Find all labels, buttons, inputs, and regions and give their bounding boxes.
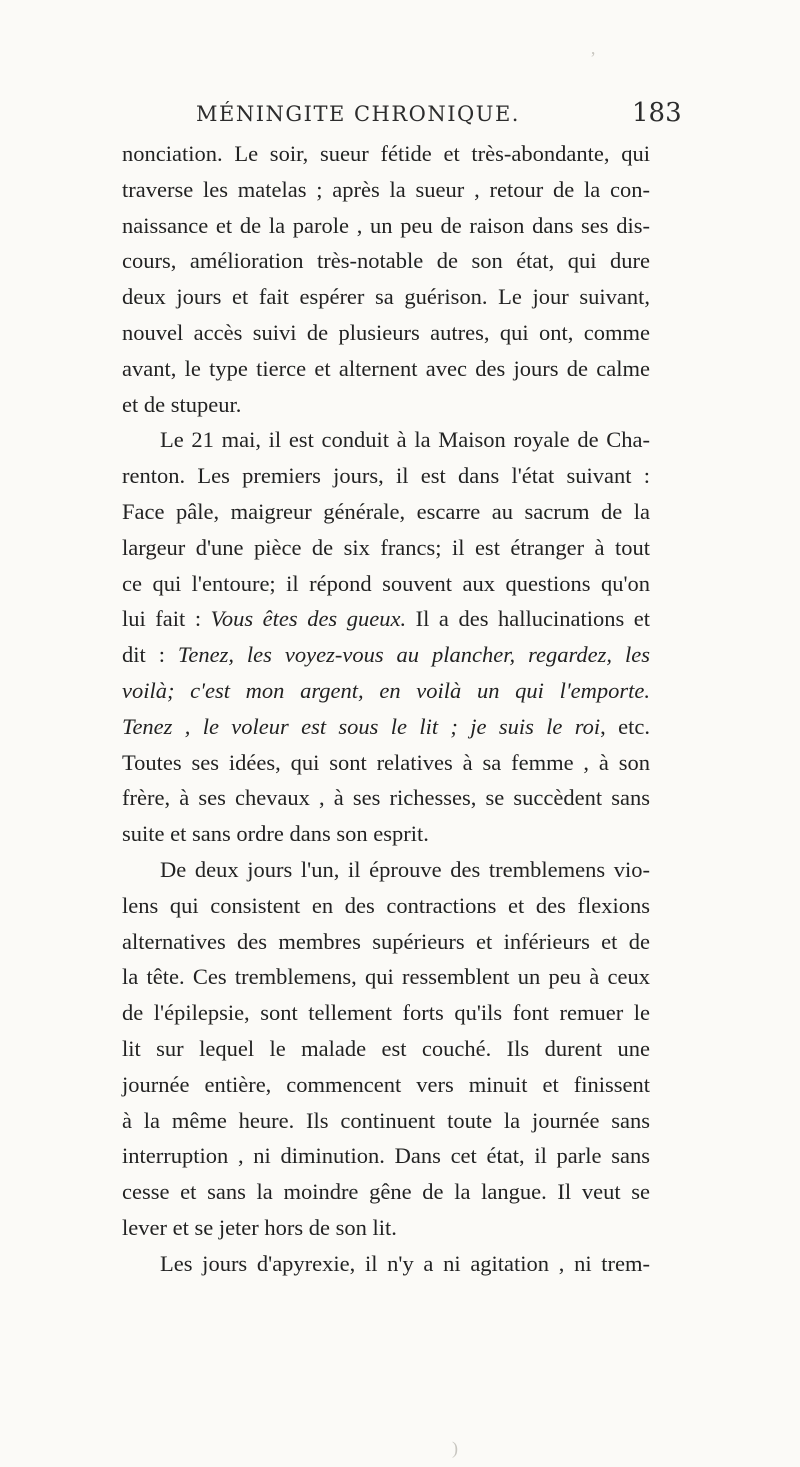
bleed-through-mark: ) — [452, 1438, 458, 1458]
text-line — [122, 458, 650, 494]
text-line — [122, 1031, 650, 1067]
text-line — [122, 780, 650, 816]
text-line — [122, 315, 650, 351]
italic-text-segment: Tenez , le voleur est sous le lit ; je suis le roi — [122, 713, 601, 739]
text-line — [122, 852, 650, 888]
text-segment: dit : — [122, 642, 178, 668]
text-line — [122, 566, 650, 602]
text-segment: cesse et sans la moindre gêne de la langue. Il veut se — [122, 1179, 650, 1205]
text-line — [122, 494, 650, 530]
text-line — [122, 279, 650, 315]
text-segment: Toutes ses idées, qui sont relatives à sa femme , à son — [122, 749, 650, 775]
text-line — [122, 601, 650, 637]
text-segment: cours, amélioration très-notable de son état, qui dure — [122, 248, 650, 274]
text-line — [122, 243, 650, 279]
text-segment: , etc. — [600, 713, 650, 739]
text-segment: De deux jours l'un, il éprouve des tremblemens vio- — [160, 856, 650, 882]
text-line — [122, 351, 650, 387]
text-segment: Face pâle, maigreur générale, escarre au sacrum de la — [122, 498, 650, 524]
text-line — [122, 208, 650, 244]
body-text — [122, 136, 650, 1282]
text-line — [122, 959, 650, 995]
text-segment: largeur d'une pièce de six francs; il est étranger à tout — [122, 534, 650, 560]
bleed-through-mark: ’ — [590, 48, 596, 68]
text-line — [122, 172, 650, 208]
text-segment: lens qui consistent en des contractions et des flexions — [122, 892, 650, 918]
text-line — [122, 816, 650, 852]
text-line — [122, 1174, 650, 1210]
text-segment: lui fait : — [122, 606, 211, 632]
text-segment: nouvel accès suivi de plusieurs autres, qui ont, comme — [122, 319, 650, 345]
text-segment: naissance et de la parole , un peu de raison dans ses dis- — [122, 212, 650, 238]
italic-text-segment: Tenez, les voyez-vous au plancher, regardez, les — [177, 642, 650, 668]
text-segment: Les jours d'apyrexie, il n'y a ni agitation , ni trem- — [160, 1250, 650, 1276]
text-segment: lit sur lequel le malade est couché. Ils durent une — [122, 1035, 650, 1061]
italic-text-segment: voilà; c'est mon argent, en voilà un qui l'emporte. — [122, 677, 650, 703]
text-segment: ce qui l'entoure; il répond souvent aux questions qu'on — [122, 570, 650, 596]
text-line — [122, 709, 650, 745]
text-segment: traverse les matelas ; après la sueur , retour de la con- — [122, 176, 650, 202]
text-segment: Le 21 mai, il est conduit à la Maison royale de Cha- — [160, 427, 650, 453]
text-segment: deux jours et fait espérer sa guérison. Le jour suivant, — [122, 284, 650, 310]
text-segment: renton. Les premiers jours, il est dans l'état suivant : — [122, 463, 650, 489]
text-segment: à la même heure. Ils continuent toute la journée sans — [122, 1107, 650, 1133]
text-line — [122, 136, 650, 172]
text-line — [122, 924, 650, 960]
text-segment: la tête. Ces tremblemens, qui ressemblent un peu à ceux — [122, 964, 650, 990]
text-line — [122, 1103, 650, 1139]
text-line — [122, 1210, 650, 1246]
italic-text-segment: Vous êtes des gueux. — [210, 606, 407, 632]
page-number: 183 — [632, 98, 682, 128]
text-line — [122, 1246, 650, 1282]
text-line — [122, 1067, 650, 1103]
text-line — [122, 1138, 650, 1174]
text-segment: et de stupeur. — [122, 391, 242, 417]
text-line — [122, 387, 650, 423]
text-segment: frère, à ses chevaux , à ses richesses, se succèdent sans — [122, 785, 650, 811]
text-segment: interruption , ni diminution. Dans cet état, il parle sans — [122, 1143, 650, 1169]
text-segment: suite et sans ordre dans son esprit. — [122, 821, 429, 847]
text-segment: avant, le type tierce et alternent avec des jours de calme — [122, 355, 650, 381]
text-line — [122, 422, 650, 458]
text-line — [122, 888, 650, 924]
text-line — [122, 673, 650, 709]
text-line — [122, 995, 650, 1031]
text-line — [122, 530, 650, 566]
running-head: MÉNINGITE CHRONIQUE. — [196, 102, 520, 126]
text-segment: de l'épilepsie, sont tellement forts qu'ils font remuer le — [122, 1000, 650, 1026]
text-segment: lever et se jeter hors de son lit. — [122, 1214, 397, 1240]
text-line — [122, 637, 650, 673]
text-segment: journée entière, commencent vers minuit et finissent — [122, 1071, 650, 1097]
text-line — [122, 745, 650, 781]
text-segment: Il a des hallucinations et — [406, 606, 650, 632]
text-segment: alternatives des membres supérieurs et inférieurs et de — [122, 928, 650, 954]
text-segment: nonciation. Le soir, sueur fétide et très-abondante, qui — [122, 141, 650, 166]
